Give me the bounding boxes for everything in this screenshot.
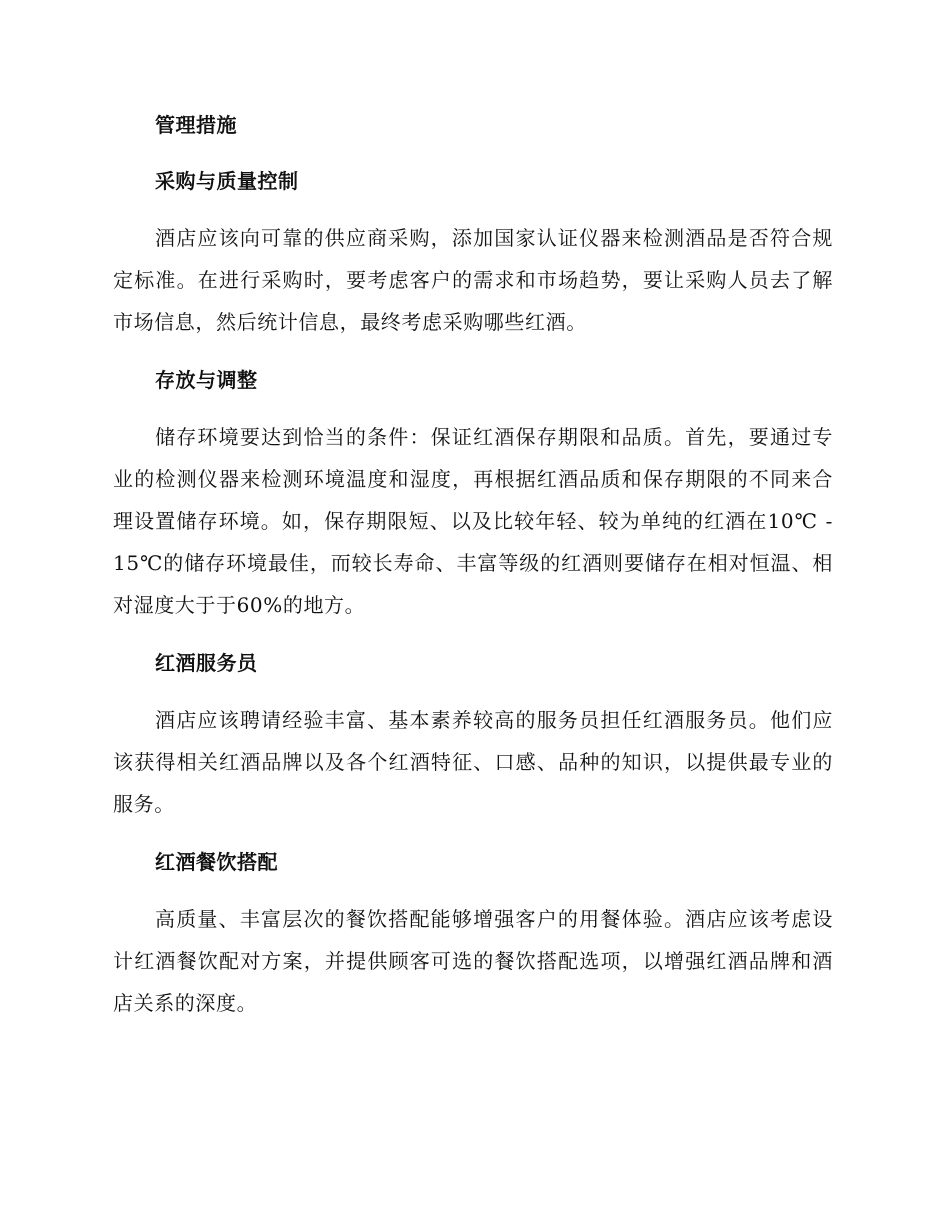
section-heading-management: 管理措施 [155, 113, 237, 137]
section-heading-storage: 存放与调整 [155, 368, 258, 392]
document-body [113, 105, 833, 1024]
section-heading-wine-staff: 红酒服务员 [155, 651, 258, 675]
paragraph-food-pairing: 高质量、丰富层次的餐饮搭配能够增强客户的用餐体验。酒店应该考虑设计红酒餐饮配对方案，并提供顾客可选的餐饮搭配选项，以增强红酒品牌和酒店关系的深度。 [113, 907, 833, 1015]
section-heading-food-pairing: 红酒餐饮搭配 [155, 850, 278, 874]
paragraph-wine-staff: 酒店应该聘请经验丰富、基本素养较高的服务员担任红酒服务员。他们应该获得相关红酒品牌以及各个红酒特征、口感、品种的知识，以提供最专业的服务。 [113, 708, 833, 816]
paragraph-storage: 储存环境要达到恰当的条件：保证红酒保存期限和品质。首先，要通过专业的检测仪器来检测环境温度和湿度，再根据红酒品质和保存期限的不同来合理设置储存环境。如，保存期限短、以及比较年轻、较为单纯的红酒在10℃ - 15℃的储存环境最佳，而较长寿命、丰富等级的红酒则要储存在相对恒温、相对湿度大于于60%的地方。 [113, 425, 833, 617]
paragraph-procurement: 酒店应该向可靠的供应商采购，添加国家认证仪器来检测酒品是否符合规定标准。在进行采购时，要考虑客户的需求和市场趋势，要让采购人员去了解市场信息，然后统计信息，最终考虑采购哪些红酒。 [113, 226, 833, 334]
section-heading-procurement: 采购与质量控制 [155, 169, 299, 193]
